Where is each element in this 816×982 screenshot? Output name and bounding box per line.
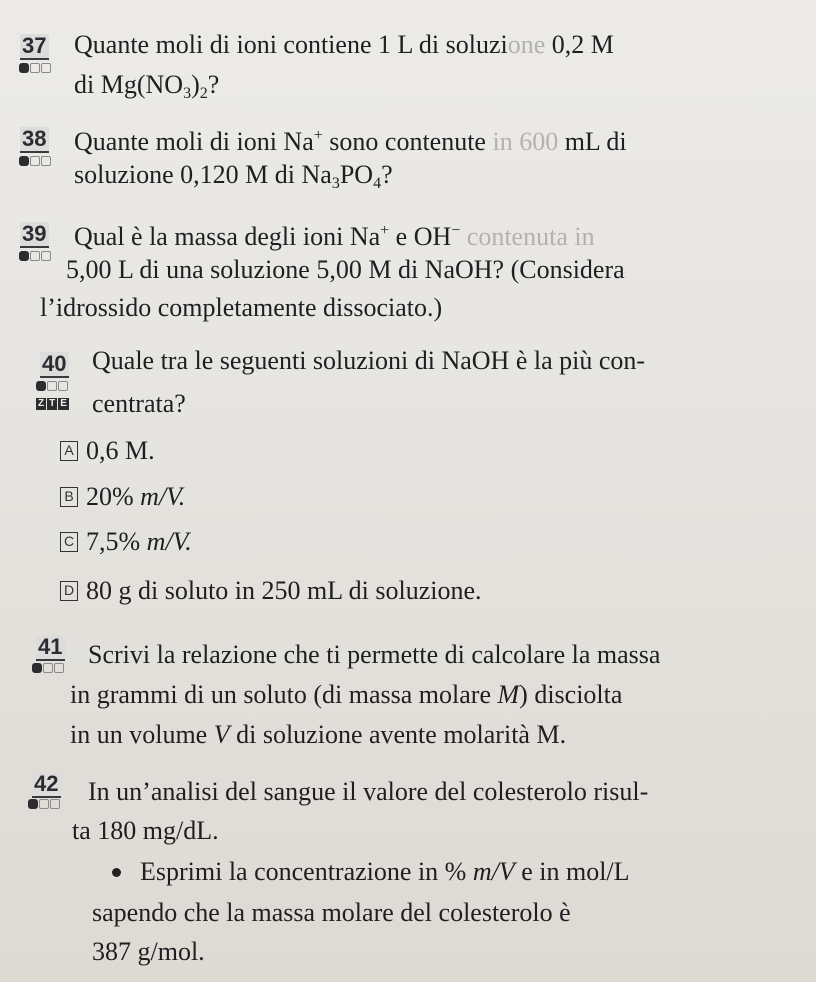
exercise-number: 37 bbox=[20, 34, 49, 60]
bullet-icon bbox=[112, 868, 121, 877]
exercise-number: 40 bbox=[40, 352, 69, 378]
option-text: 0,6 M. bbox=[86, 436, 155, 465]
bullet-line: Esprimi la concentrazione in % m/V e in mol/L bbox=[140, 857, 630, 886]
exercise-number: 41 bbox=[36, 635, 65, 661]
question-line: Quale tra le seguenti soluzioni di NaOH è la più con- bbox=[92, 346, 646, 375]
question-line: centrata? bbox=[92, 389, 186, 418]
question-line: in un volume V di soluzione avente molarità M. bbox=[70, 720, 567, 749]
difficulty-indicator bbox=[32, 663, 64, 673]
answer-option-b[interactable] bbox=[60, 482, 185, 512]
question-line: Scrivi la relazione che ti permette di calcolare la massa bbox=[88, 640, 661, 669]
question-line: di $Mg(NO_3)_2$? bbox=[74, 70, 220, 102]
exercise-number: 39 bbox=[20, 222, 49, 248]
exercise-number: 42 bbox=[32, 772, 61, 798]
difficulty-indicator bbox=[28, 799, 60, 809]
question-line: 5,00 L di una soluzione 5,00 M di NaOH? (Considera bbox=[66, 255, 625, 284]
answer-option-d[interactable] bbox=[60, 576, 482, 606]
question-line: soluzione 0,120 M di $Na_3PO_4$? bbox=[74, 160, 393, 192]
question-line: l’idrossido completamente dissociato.) bbox=[40, 293, 443, 322]
bullet-line: sapendo che la massa molare del colesterolo è bbox=[92, 898, 571, 927]
exercise-number: 38 bbox=[20, 127, 49, 153]
question-line: Quante moli di ioni contiene 1 L di soluzione 0,2 M bbox=[74, 30, 614, 59]
option-letter-c: C bbox=[60, 532, 78, 552]
difficulty-indicator bbox=[19, 251, 51, 261]
option-text: 7,5% m/V. bbox=[86, 527, 192, 556]
bullet-line: 387 g/mol. bbox=[92, 937, 205, 966]
question-line: In un’analisi del sangue il valore del colesterolo risul- bbox=[88, 777, 649, 806]
difficulty-indicator bbox=[19, 156, 51, 166]
question-line: Qual è la massa degli ioni Na+ e OH− contenuta in bbox=[74, 222, 595, 251]
option-text: 80 g di soluto in 250 mL di soluzione. bbox=[86, 576, 482, 605]
difficulty-indicator bbox=[36, 381, 68, 391]
option-letter-a: A bbox=[60, 441, 78, 461]
answer-option-c[interactable] bbox=[60, 527, 192, 557]
difficulty-indicator bbox=[19, 63, 51, 73]
question-line: in grammi di un soluto (di massa molare M) disciolta bbox=[70, 680, 623, 709]
option-letter-d: D bbox=[60, 581, 78, 601]
answer-option-a[interactable] bbox=[60, 436, 155, 466]
question-line: ta 180 mg/dL. bbox=[72, 816, 219, 845]
zte-tag: Z T E bbox=[38, 398, 67, 409]
option-letter-b: B bbox=[60, 487, 78, 507]
option-text: 20% m/V. bbox=[86, 482, 186, 511]
question-line: Quante moli di ioni Na+ sono contenute in 600 mL di bbox=[74, 127, 627, 156]
